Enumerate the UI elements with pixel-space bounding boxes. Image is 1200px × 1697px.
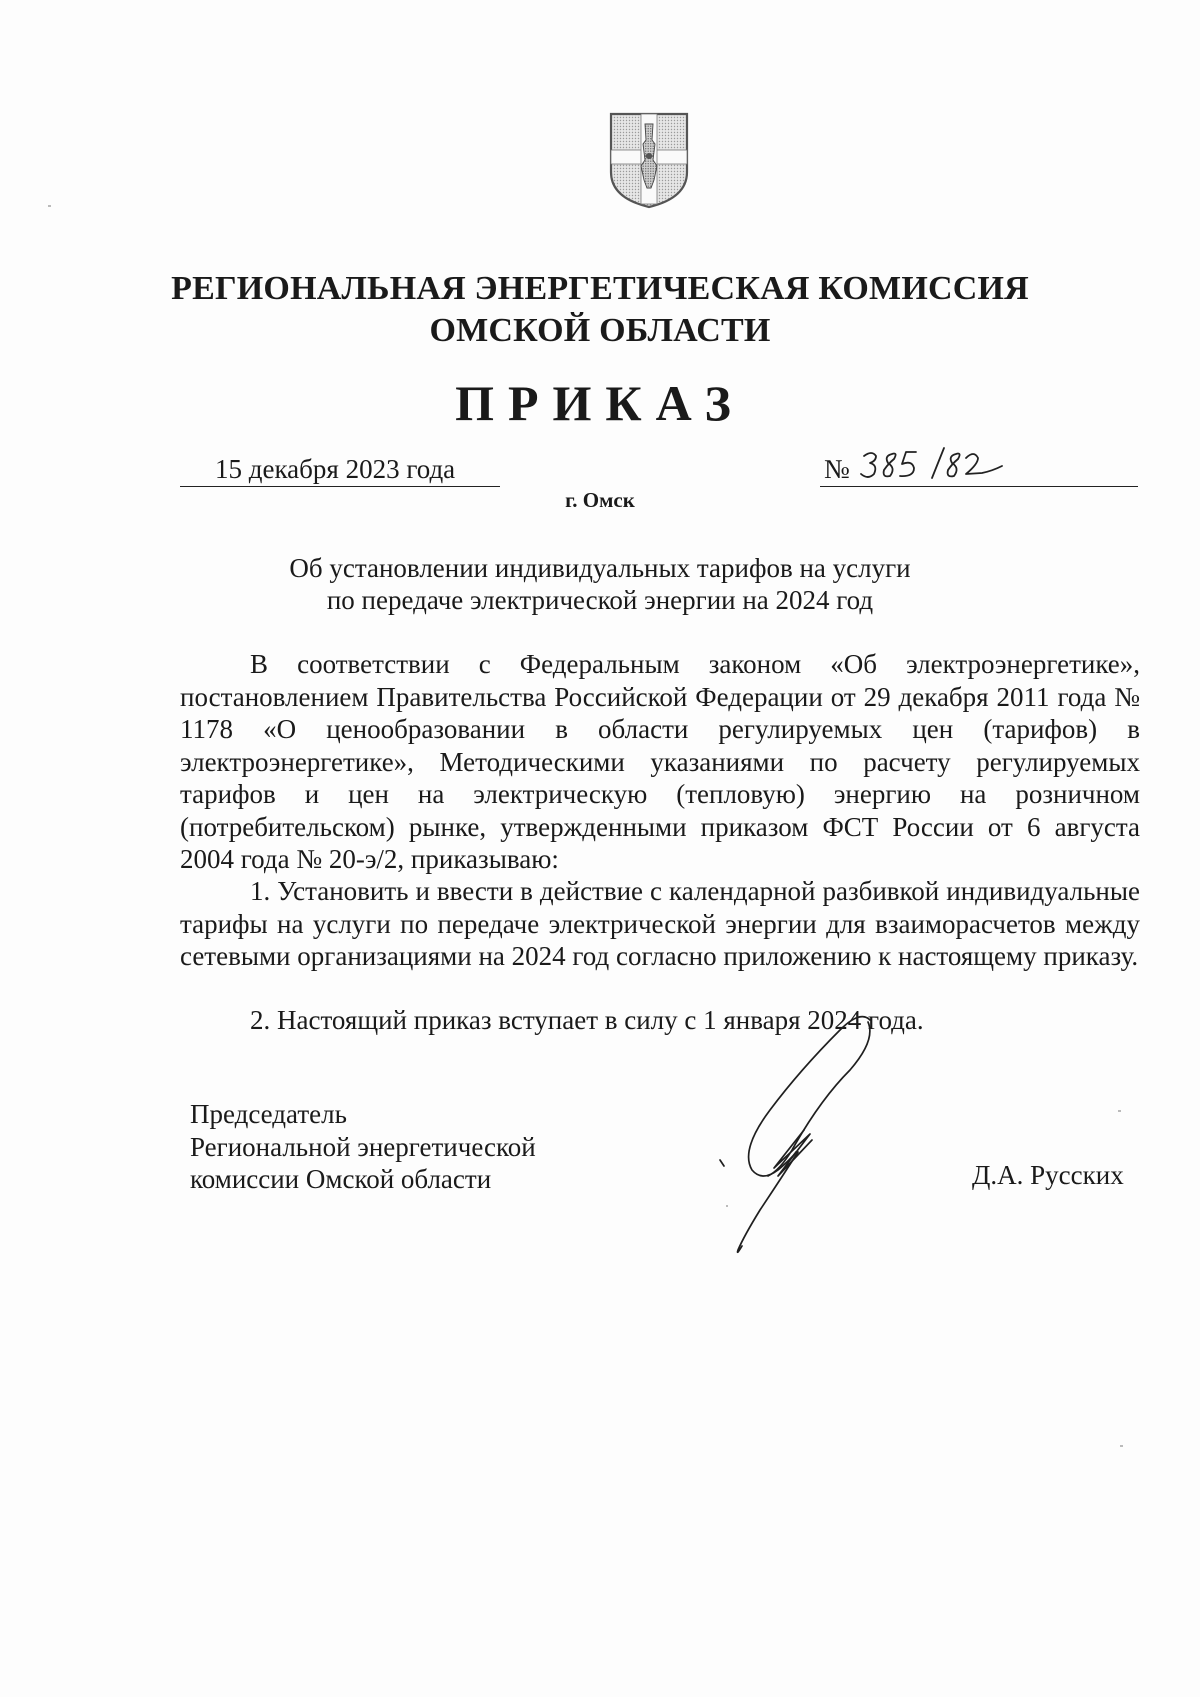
city: г. Омск [565,488,635,512]
scan-speck [726,1205,728,1207]
preamble-text: В соответствии с Федеральным законом «Об электроэнергетике», постановлением Правительства Российской Федерации от 29 декабря 2011 года № 1178 «О ценообразовании в области регулируемых цен (тарифов) в электроэнергетике», Методическими указаниями по расчету регулируемых тарифов и цен на электрическую (тепловую) энергию на розничном (потребительском) рынке, утвержденными приказом ФСТ России от 6 августа 2004 года № 20-э/2, приказываю: [180,649,1140,874]
signatory-title-line3: комиссии Омской области [190,1164,492,1194]
preamble-paragraph [180,648,1140,876]
document-type-title: ПРИКАЗ [455,375,745,431]
handwritten-order-number [858,444,1008,484]
scan-speck [1120,1445,1123,1447]
scan-speck [1118,1110,1121,1112]
handwritten-signature-icon [700,1000,900,1260]
order-date: 15 декабря 2023 года [215,454,456,484]
subject-line2: по передаче электрической энергии на 2024 год [326,585,874,615]
order-item-2-text: 2. Настоящий приказ вступает в силу с 1 января 2024 года. [250,1005,924,1035]
order-item-1 [180,875,1140,973]
order-item-1-text: 1. Установить и ввести в действие с календарной разбивкой индивидуальные тарифы на услуги по передаче электрической энергии для взаиморасчетов между сетевыми организациями на 2024 год согласно приложению к настоящему приказу. [180,876,1140,971]
signatory-title [190,1098,536,1196]
scan-speck [48,205,51,207]
signatory-title-line2: Региональной энергетической [190,1131,536,1162]
order-item-2 [180,1004,1140,1037]
signatory-title-line1: Председатель [190,1099,347,1129]
coat-of-arms-icon [607,110,691,210]
organization-name-line1: РЕГИОНАЛЬНАЯ ЭНЕРГЕТИЧЕСКАЯ КОМИССИЯ [171,270,1029,307]
signatory-name: Д.А. Русских [972,1160,1124,1190]
organization-name-line2: ОМСКОЙ ОБЛАСТИ [429,312,771,349]
number-sign: № [824,454,850,484]
subject-line1: Об установлении индивидуальных тарифов на услуги [289,553,911,583]
